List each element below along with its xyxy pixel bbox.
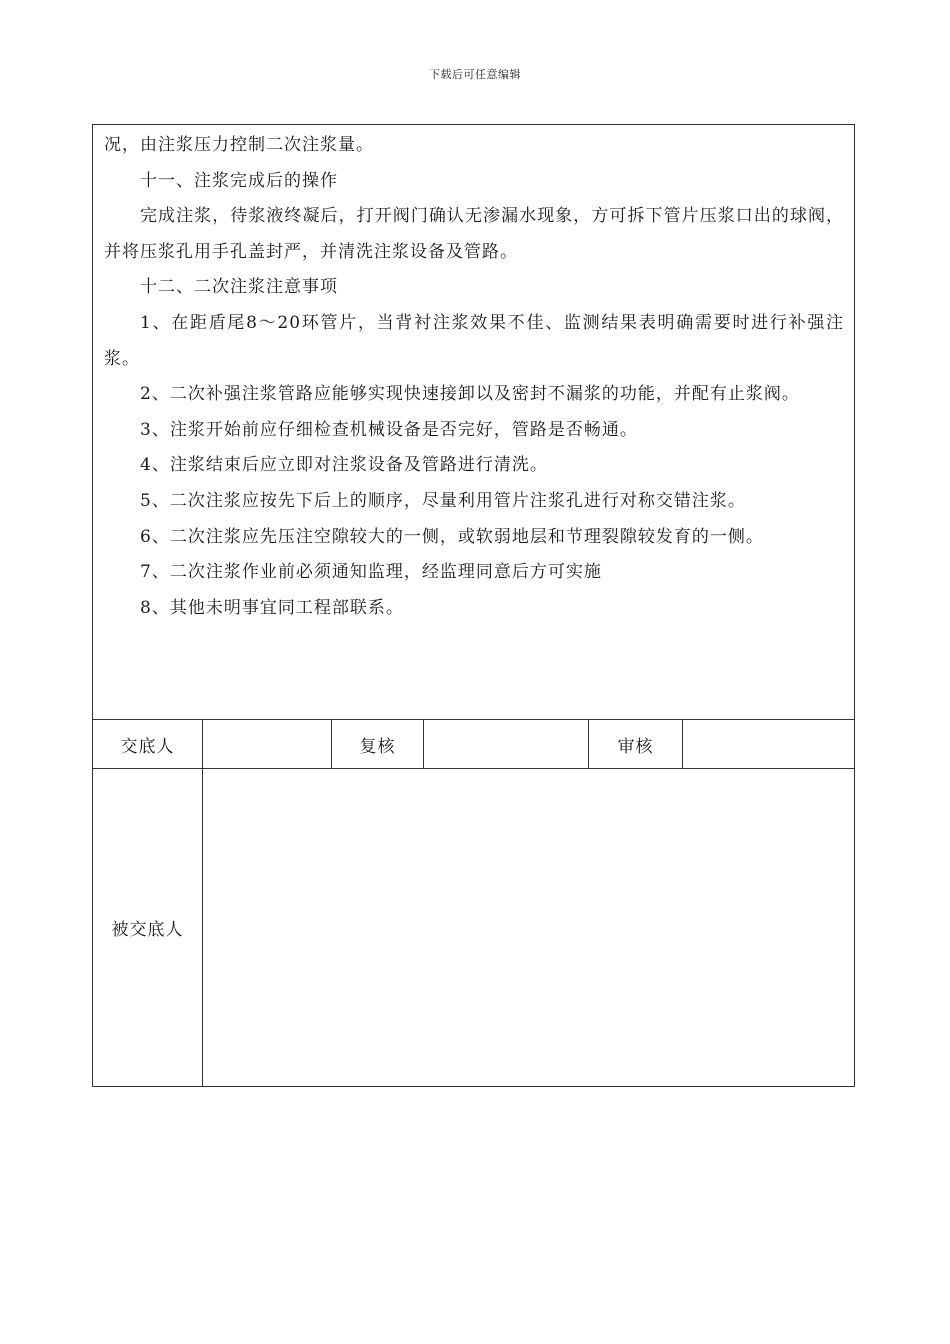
section-heading-12: 十二、二次注浆注意事项 [140,277,338,298]
discloser-field[interactable] [203,720,332,769]
page-header: 下载后可任意编辑 [429,68,521,81]
list-item: 5、二次注浆应按先下后上的顺序，尽量利用管片注浆孔进行对称交错注浆。 [140,490,746,511]
content-body [93,125,854,626]
list-item: 8、其他未明事宜同工程部联系。 [140,597,404,618]
disclosure-table [92,124,855,1087]
reviewer-field[interactable] [424,720,589,769]
list-item: 3、注浆开始前应仔细检查机械设备是否完好，管路是否畅通。 [140,419,638,440]
list-item: 4、注浆结束后应立即对注浆设备及管路进行清洗。 [140,455,548,476]
receiver-label: 被交底人 [93,769,203,1087]
list-item: 1、在距盾尾8～20环管片，当背衬注浆效果不佳、监测结果表明确需要时进行补强注浆。 [104,312,845,369]
list-item: 7、二次注浆作业前必须通知监理，经监理同意后方可实施 [140,562,602,583]
content-paragraph: 况，由注浆压力控制二次注浆量。 [104,135,374,155]
receiver-row [93,769,855,1087]
receiver-field[interactable] [203,769,855,1087]
content-cell [93,125,855,720]
list-item: 2、二次补强注浆管路应能够实现快速接卸以及密封不漏浆的功能，并配有止浆阀。 [140,384,800,405]
list-item: 6、二次注浆应先压注空隙较大的一侧，或软弱地层和节理裂隙较发育的一侧。 [140,526,764,547]
approver-field[interactable] [683,720,855,769]
content-paragraph: 完成注浆，待浆液终凝后，打开阀门确认无渗漏水现象，方可拆下管片压浆口出的球阀，并将压浆孔用手孔盖封严，并清洗注浆设备及管路。 [104,206,845,262]
reviewer-label: 复核 [332,720,424,769]
signature-row [93,720,855,769]
discloser-label: 交底人 [93,720,203,769]
section-heading-11: 十一、注浆完成后的操作 [140,170,338,191]
approver-label: 审核 [589,720,683,769]
